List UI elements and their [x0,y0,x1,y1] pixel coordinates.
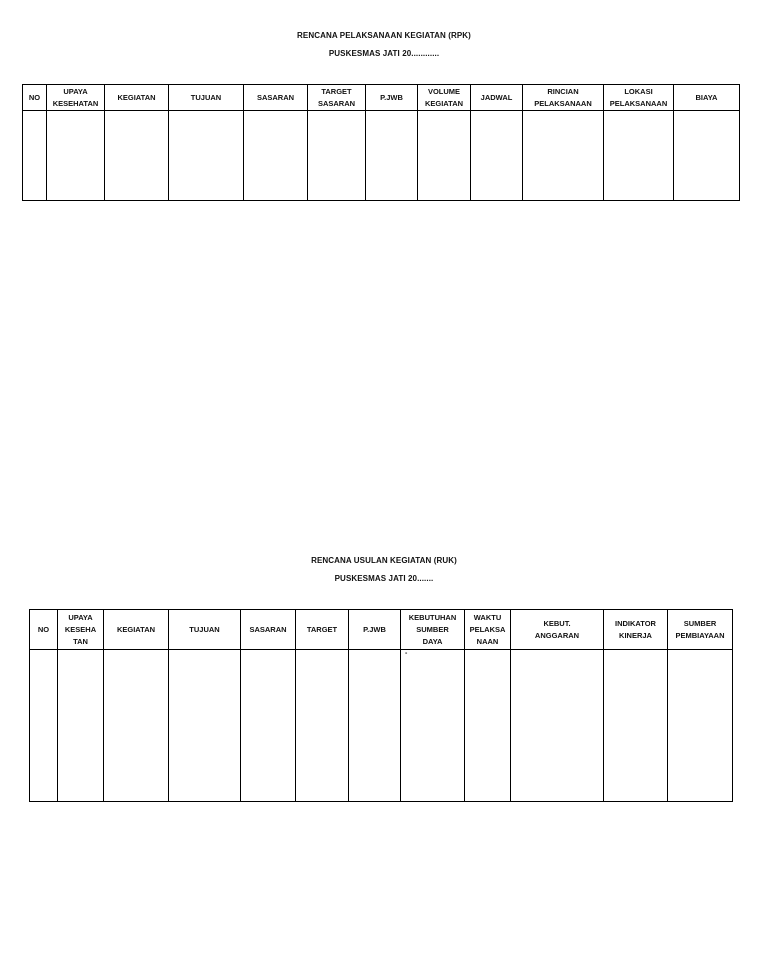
rpk-cell[interactable] [169,111,244,201]
ruk-cell[interactable] [104,650,169,802]
rpk-cell[interactable] [244,111,308,201]
rpk-cell[interactable] [308,111,366,201]
rpk-col-upaya-kesehatan: UPAYA KESEHATAN [47,85,105,111]
ruk-col-target: TARGET [296,610,349,650]
rpk-col-lokasi-pelaksanaan: LOKASI PELAKSANAAN [604,85,674,111]
ruk-col-indikator-kinerja: INDIKATOR KINERJA [604,610,668,650]
ruk-cell[interactable] [169,650,241,802]
rpk-col-jadwal: JADWAL [471,85,523,111]
ruk-subtitle: PUSKESMAS JATI 20....... [334,574,434,583]
ruk-col-waktu-pelaksanaan: WAKTU PELAKSA NAAN [465,610,511,650]
dash-mark: - [405,650,408,657]
rpk-cell[interactable] [523,111,604,201]
rpk-table [22,84,740,201]
rpk-cell[interactable] [366,111,418,201]
ruk-col-sumber-pembiayaan: SUMBER PEMBIAYAAN [668,610,733,650]
ruk-cell[interactable] [349,650,401,802]
ruk-cell[interactable] [296,650,349,802]
ruk-col-kebutuhan-sumber-daya: KEBUTUHAN SUMBER DAYA [401,610,465,650]
rpk-header-row [23,85,740,111]
ruk-cell[interactable] [241,650,296,802]
rpk-cell[interactable] [23,111,47,201]
ruk-col-no: NO [30,610,58,650]
rpk-cell[interactable] [418,111,471,201]
ruk-cell[interactable] [465,650,511,802]
ruk-col-kebut-anggaran: KEBUT. ANGGARAN [511,610,604,650]
rpk-cell[interactable] [471,111,523,201]
rpk-body-row [23,111,740,201]
ruk-col-tujuan: TUJUAN [169,610,241,650]
ruk-cell[interactable] [604,650,668,802]
rpk-col-tujuan: TUJUAN [169,85,244,111]
rpk-col-biaya: BIAYA [674,85,740,111]
ruk-cell[interactable] [511,650,604,802]
ruk-cell-kebutuhan[interactable] [401,650,465,802]
rpk-cell[interactable] [604,111,674,201]
ruk-cell[interactable] [30,650,58,802]
rpk-col-target-sasaran: TARGET SASARAN [308,85,366,111]
rpk-col-volume-kegiatan: VOLUME KEGIATAN [418,85,471,111]
ruk-cell[interactable] [668,650,733,802]
rpk-col-no: NO [23,85,47,111]
rpk-col-pjwb: P.JWB [366,85,418,111]
rpk-col-sasaran: SASARAN [244,85,308,111]
rpk-col-kegiatan: KEGIATAN [105,85,169,111]
ruk-body-row [30,650,733,802]
ruk-col-upaya-kesehatan: UPAYA KESEHA TAN [58,610,104,650]
ruk-header-row [30,610,733,650]
ruk-col-sasaran: SASARAN [241,610,296,650]
rpk-cell[interactable] [105,111,169,201]
ruk-cell[interactable] [58,650,104,802]
ruk-col-pjwb: P.JWB [349,610,401,650]
rpk-cell[interactable] [47,111,105,201]
ruk-table [29,609,733,802]
rpk-subtitle: PUSKESMAS JATI 20............ [328,49,440,58]
ruk-title: RENCANA USULAN KEGIATAN (RUK) [311,556,457,565]
ruk-col-kegiatan: KEGIATAN [104,610,169,650]
rpk-title: RENCANA PELAKSANAAN KEGIATAN (RPK) [297,31,471,40]
rpk-col-rincian-pelaksanaan: RINCIAN PELAKSANAAN [523,85,604,111]
rpk-cell[interactable] [674,111,740,201]
